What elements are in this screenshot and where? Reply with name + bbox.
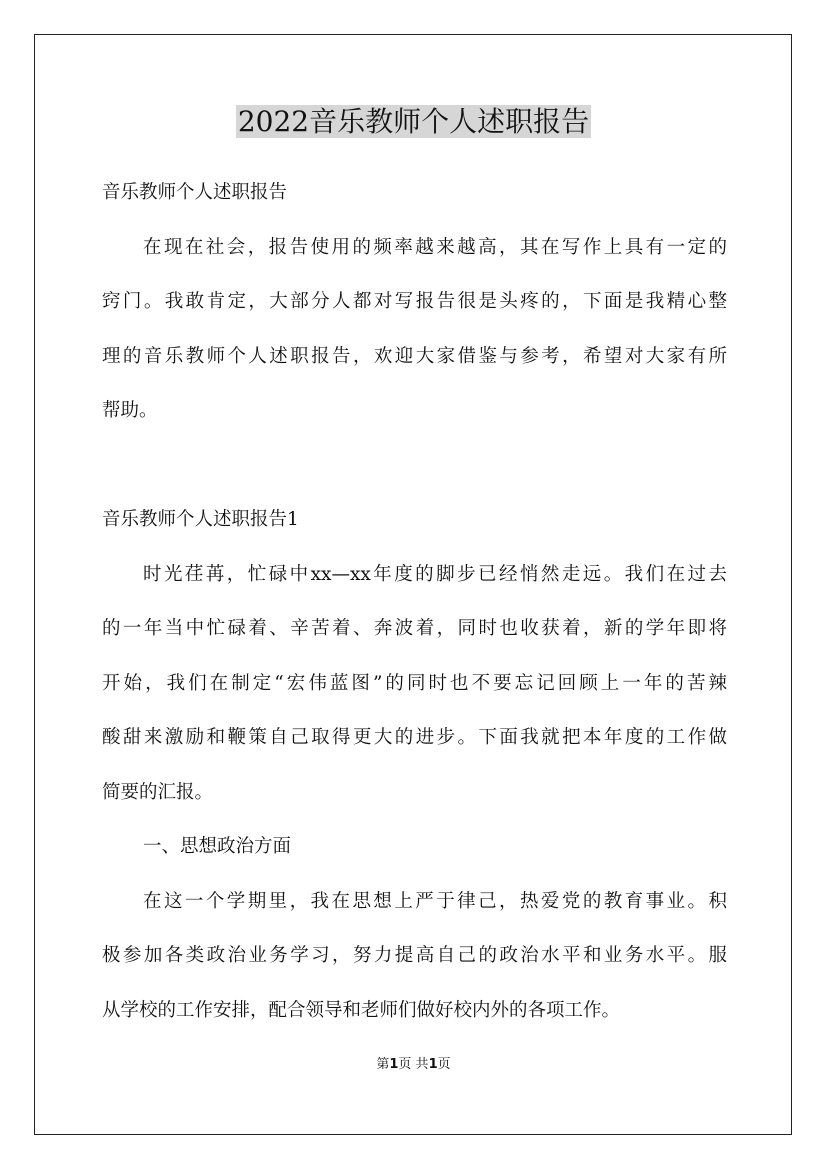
text-line: 的一年当中忙碌着、辛苦着、奔波着，同时也收获着，新的学年即将 — [102, 618, 727, 639]
text-line: 时光荏苒，忙碌中xx—xx年度的脚步已经悄然走远。我们在过去 — [143, 563, 727, 585]
text-line: 音乐教师个人述职报告 — [102, 182, 288, 203]
text-line: 从学校的工作安排，配合领导和老师们做好校内外的各项工作。 — [102, 999, 621, 1021]
document-body — [102, 166, 727, 1038]
text-line: 理的音乐教师个人述职报告，欢迎大家借鉴与参考，希望对大家有所 — [102, 345, 727, 367]
text-line: 窍门。我敢肯定，大部分人都对写报告很是头疼的，下面是我精心整 — [102, 291, 727, 312]
document-title-text: 2022音乐教师个人述职报告 — [237, 105, 590, 138]
footer-page-total: 1 — [428, 1057, 438, 1072]
footer-page-current: 1 — [389, 1057, 399, 1072]
text-line: 帮助。 — [102, 400, 158, 421]
text-line: 一、思想政治方面 — [143, 836, 292, 857]
footer-page-prefix: 第 — [376, 1057, 390, 1072]
text-line: 简要的汇报。 — [102, 781, 214, 803]
page-footer — [0, 1055, 827, 1075]
text-line: 酸甜来激励和鞭策自己取得更大的进步。下面我就把本年度的工作做 — [102, 727, 727, 748]
text-line: 开始，我们在制定“宏伟蓝图”的同时也不要忘记回顾上一年的苦辣 — [102, 672, 727, 694]
text-line: 极参加各类政治业务学习，努力提高自己的政治水平和业务水平。服 — [102, 945, 727, 966]
footer-page-mid: 页 共 — [398, 1057, 429, 1072]
text-line: 音乐教师个人述职报告1 — [102, 509, 299, 530]
text-line: 在这一个学期里，我在思想上严于律己，热爱党的教育事业。积 — [143, 890, 727, 912]
paragraph-gap — [102, 439, 727, 494]
footer-page-suffix: 页 — [437, 1057, 451, 1072]
text-line: 在现在社会，报告使用的频率越来越高，其在写作上具有一定的 — [143, 236, 727, 258]
document-title — [0, 101, 827, 143]
